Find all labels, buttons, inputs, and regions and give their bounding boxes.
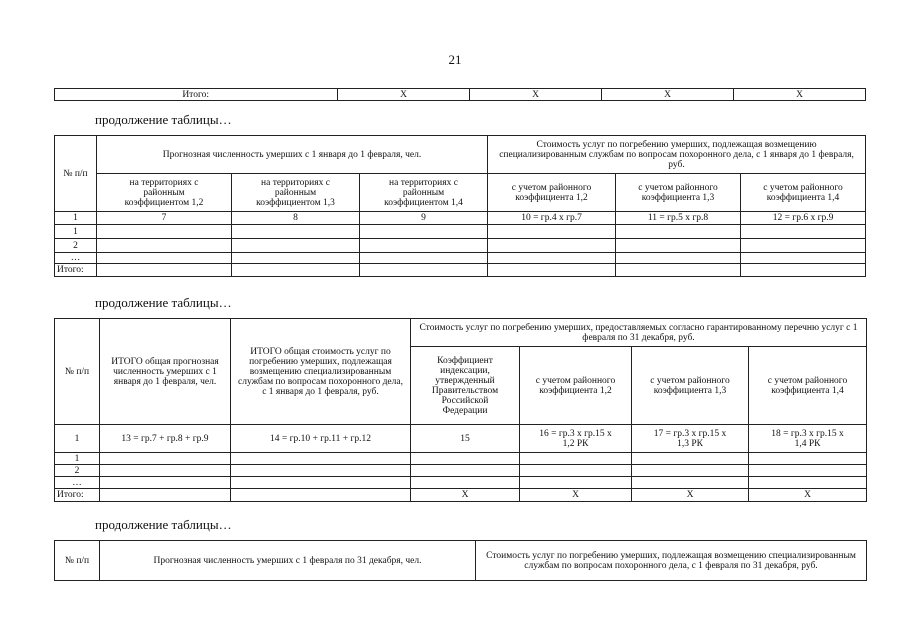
index-cell: 7 <box>97 212 232 225</box>
count-header: Прогнозная численность умерших с 1 февраля по 31 декабря, чел. <box>100 541 476 581</box>
x-mark: X <box>338 89 470 101</box>
index-cell: 12 = гр.6 х гр.9 <box>741 212 866 225</box>
group-header-cost: Стоимость услуг по погребению умерших, предоставляемых согласно гарантированному перечню услуг с 1 февраля по 31 декабря, руб. <box>411 319 867 347</box>
index-cell: 8 <box>232 212 360 225</box>
table-row <box>55 465 867 477</box>
index-cell: 10 = гр.4 х гр.7 <box>488 212 616 225</box>
index-cell: 16 = гр.3 х гр.15 х 1,2 РК <box>520 425 632 453</box>
group-header-cost: Стоимость услуг по погребению умерших, подлежащая возмещению специализированным службам по вопросам похоронного дела, с 1 января до 1 февраля, руб. <box>488 136 866 174</box>
x-mark: X <box>520 489 632 502</box>
index-cell: 9 <box>360 212 488 225</box>
row-number: 2 <box>55 239 97 253</box>
col-num-header: № п/п <box>55 319 100 425</box>
row-number: … <box>55 253 97 264</box>
subheader-cell: с учетом районного коэффициента 1,3 <box>616 174 741 212</box>
index-cell: 1 <box>55 425 100 453</box>
index-row <box>55 212 866 225</box>
row-number: … <box>55 477 100 489</box>
continuation-label: продолжение таблицы… <box>95 112 232 127</box>
summary-table <box>54 88 866 101</box>
forecast-table-feb-dec <box>54 540 867 581</box>
table-row <box>55 239 866 253</box>
forecast-table-jan <box>54 135 866 277</box>
subheader-cell: с учетом районного коэффициента 1,4 <box>741 174 866 212</box>
subheader-cell: с учетом районного коэффициента 1,2 <box>520 347 632 425</box>
index-cell: 15 <box>411 425 520 453</box>
total-cost-header: ИТОГО общая стоимость услуг по погребению умерших, подлежащая возмещению специализированным службам по вопросам похоронного дела, с 1 января до 1 февраля, руб. <box>231 319 411 425</box>
total-label: Итого: <box>55 89 338 101</box>
index-cell: 18 = гр.3 х гр.15 х 1,4 РК <box>749 425 867 453</box>
table-row <box>55 253 866 264</box>
x-mark: X <box>734 89 866 101</box>
row-number: 2 <box>55 465 100 477</box>
subheader-cell: с учетом районного коэффициента 1,2 <box>488 174 616 212</box>
table-row <box>55 453 867 465</box>
subheader-cell: на территориях с районным коэффициентом 1,2 <box>97 174 232 212</box>
subheader-cell: на территориях с районным коэффициентом 1,4 <box>360 174 488 212</box>
index-row <box>55 425 867 453</box>
row-number: 1 <box>55 453 100 465</box>
subheader-cell: с учетом районного коэффициента 1,4 <box>749 347 867 425</box>
total-row <box>55 89 866 101</box>
index-cell: 13 = гр.7 + гр.8 + гр.9 <box>100 425 231 453</box>
row-number: 1 <box>55 225 97 239</box>
total-label: Итого: <box>55 264 97 277</box>
continuation-label: продолжение таблицы… <box>95 295 232 310</box>
subheader-cell: с учетом районного коэффициента 1,3 <box>632 347 749 425</box>
col-num-header: № п/п <box>55 136 97 212</box>
subheader-cell: Коэффициент индексации, утвержденный Правительством Российской Федерации <box>411 347 520 425</box>
total-count-header: ИТОГО общая прогнозная численность умерших с 1 января до 1 февраля, чел. <box>100 319 231 425</box>
x-mark: X <box>602 89 734 101</box>
cost-table-feb-dec <box>54 318 867 502</box>
x-mark: X <box>411 489 520 502</box>
index-cell: 14 = гр.10 + гр.11 + гр.12 <box>231 425 411 453</box>
total-label: Итого: <box>55 489 100 502</box>
index-cell: 17 = гр.3 х гр.15 х 1,3 РК <box>632 425 749 453</box>
table-row <box>55 477 867 489</box>
table-row <box>55 225 866 239</box>
page-number: 21 <box>448 52 462 67</box>
x-mark: X <box>470 89 602 101</box>
index-cell: 11 = гр.5 х гр.8 <box>616 212 741 225</box>
x-mark: X <box>749 489 867 502</box>
col-num-header: № п/п <box>55 541 100 581</box>
group-header-count: Прогнозная численность умерших с 1 января до 1 февраля, чел. <box>97 136 488 174</box>
continuation-label: продолжение таблицы… <box>95 517 232 532</box>
cost-header: Стоимость услуг по погребению умерших, подлежащая возмещению специализированным службам по вопросам похоронного дела, с 1 февраля по 31 декабря, руб. <box>476 541 867 581</box>
total-row <box>55 264 866 277</box>
total-row <box>55 489 867 502</box>
x-mark: X <box>632 489 749 502</box>
subheader-cell: на территориях с районным коэффициентом 1,3 <box>232 174 360 212</box>
index-cell: 1 <box>55 212 97 225</box>
